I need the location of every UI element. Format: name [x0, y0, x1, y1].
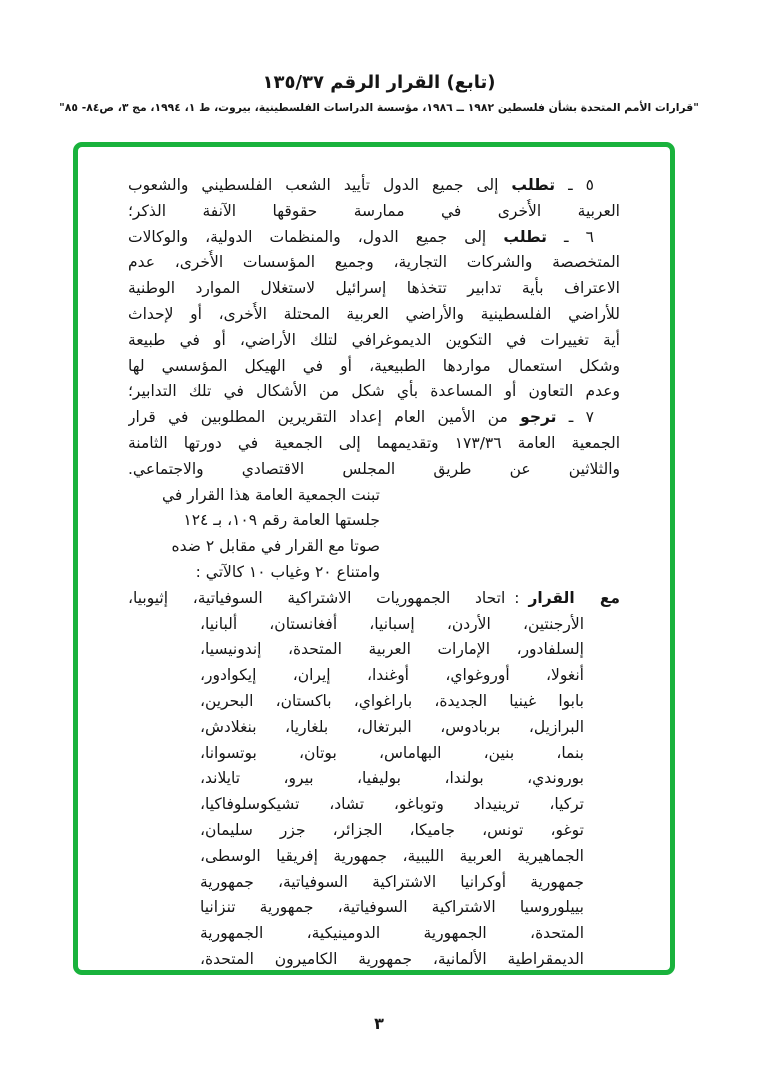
source-citation-line: "قرارات الأمم المتحدة بشأن فلسطين ١٩٨٢ ــ ١٩٨٦، مؤسسة الدراسات الفلسطينية، بيروت، ط ١، ١٩٩٤، مج ٣، ص٨٤- ٨٥": [59, 101, 699, 114]
vote-list-line: البرازيل، بربادوس، البرتغال، بلغاريا، بنغلادش،: [200, 717, 584, 736]
vote-list-line: المتحدة، الجمهورية الدومينيكية، الجمهورية: [200, 924, 584, 943]
vote-list-line: الديمقراطية الألمانية، جمهورية الكاميرون المتحدة،: [200, 949, 584, 968]
vote-list-line: الأرجنتين، الأردن، إسبانيا، أفغانستان، ألبانيا،: [200, 614, 584, 633]
paragraph-number: ٥ ـ: [555, 176, 594, 194]
paragraph-6-line: وعدم التعاون أو المساعدة بأي شكل من الأشكال في تلك التدابير؛: [128, 382, 620, 401]
green-highlight-box: [73, 142, 675, 975]
vote-list-line: جمهورية أوكرانيا الاشتراكية السوفياتية، جمهورية: [200, 872, 584, 891]
adoption-note-line: صوتا مع القرار في مقابل ٢ ضده: [171, 537, 380, 556]
line-text: إلى جميع الدول، والمنظمات الدولية، والوكالات: [128, 227, 504, 246]
paragraph-6-line: المتخصصة والشركات التجارية، وجميع المؤسسات الأُخرى، عدم: [128, 253, 620, 272]
line-text: إلى جميع الدول تأييد الشعب الفلسطيني والشعوب: [128, 176, 512, 194]
vote-list-label: مع القرار: [528, 588, 620, 607]
vote-list-line: بابوا غينيا الجديدة، باراغواي، باكستان، البحرين،: [200, 691, 584, 710]
resolution-text: [78, 147, 670, 970]
paragraph-6-line: وشكل استعمال مواردها الطبيعية، أو في الهيكل المؤسسي لها: [128, 356, 620, 375]
vote-list-first-line: [128, 586, 620, 612]
operative-verb: ترجو: [520, 408, 557, 427]
adoption-note-line: وامتناع ٢٠ وغياب ١٠ كالآتي :: [195, 562, 380, 581]
line-text: من الأمين العام إعداد التقريرين المطلوبين في قرار: [128, 408, 521, 427]
adoption-note-line: تبنت الجمعية العامة هذا القرار في: [162, 485, 380, 504]
paragraph-6-line: للأراضي الفلسطينية والأراضي العربية المحتلة الأُخرى، أو لإحداث: [128, 304, 620, 323]
vote-list-line: بنما، بنين، البهاماس، بوتان، بوتسوانا،: [200, 743, 584, 762]
operative-verb: تطلب: [503, 227, 547, 246]
vote-list-line: بييلوروسيا الاشتراكية السوفياتية، جمهورية تنزانيا: [200, 898, 584, 917]
paragraph-5-line: العربية الأُخرى في ممارسة حقوقها الآنفة الذكر؛: [128, 201, 620, 220]
paragraph-5-line: [128, 173, 620, 199]
vote-list-line: تركيا، ترينيداد وتوباغو، تشاد، تشيكوسلوفاكيا،: [200, 795, 584, 814]
vote-list-line: الجماهيرية العربية الليبية، جمهورية إفريقيا الوسطى،: [200, 846, 584, 865]
page-title: (تابع) القرار الرقم ١٣٥/٣٧: [262, 72, 496, 93]
paragraph-6-line: أية تغييرات في التكوين الديموغرافي لتلك الأراضي، أو في طبيعة: [128, 330, 620, 349]
line-text: اتحاد الجمهوريات الاشتراكية السوفياتية، إثيوبيا،: [128, 588, 506, 607]
page-number: ٣: [374, 1014, 384, 1033]
paragraph-6-line: الاعتراف بأية تدابير تتخذها إسرائيل لاستغلال الموارد الوطنية: [128, 279, 620, 298]
vote-list-line: بوروندي، بولندا، بوليفيا، بيرو، تايلاند،: [200, 769, 584, 788]
paragraph-7-line: والثلاثين عن طريق المجلس الاقتصادي والاجتماعي.: [128, 459, 620, 478]
paragraph-7-line: [128, 405, 620, 431]
vote-list-line: توغو، تونس، جاميكا، الجزائر، جزر سليمان،: [200, 820, 584, 839]
paragraph-number: ٧ ـ: [556, 408, 594, 427]
separator-colon: :: [514, 588, 520, 607]
operative-verb: تطلب: [511, 176, 556, 194]
adoption-note-line: جلستها العامة رقم ١٠٩، بـ ١٢٤: [183, 511, 380, 530]
vote-list-line: أنغولا، أوروغواي، أوغندا، إيران، إيكوادور،: [200, 666, 584, 685]
paragraph-7-line: الجمعية العامة ١٧٣/٣٦ وتقديمهما إلى الجمعية في دورتها الثامنة: [128, 433, 620, 452]
paragraph-number: ٦ ـ: [546, 227, 594, 246]
paragraph-6-line: [128, 225, 620, 251]
vote-list-line: إلسلفادور، الإمارات العربية المتحدة، إندونيسيا،: [200, 640, 584, 659]
